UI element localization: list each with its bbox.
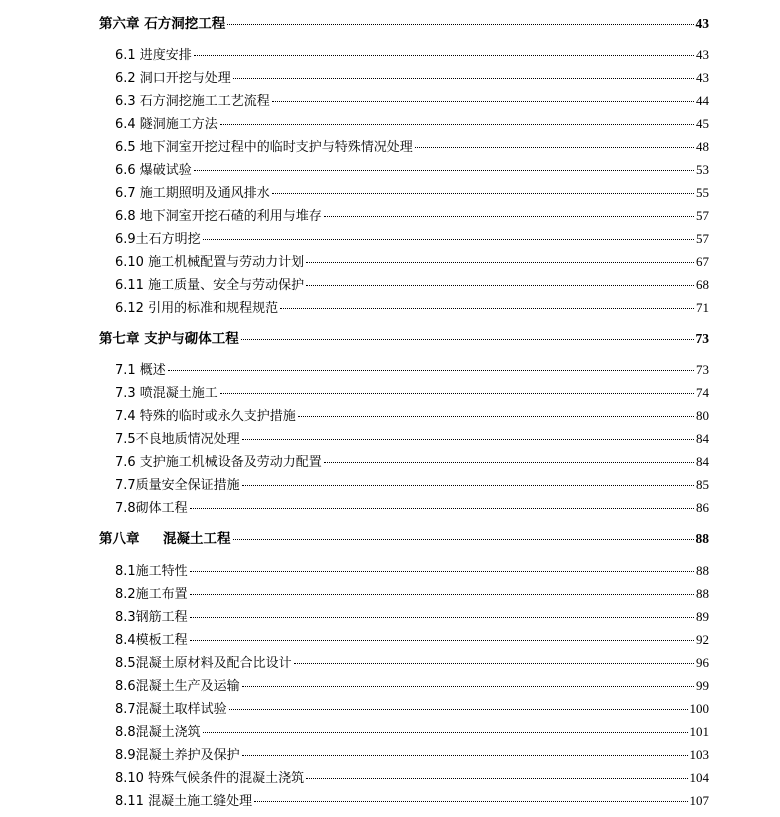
toc-label: 第六章 石方洞挖工程	[99, 16, 226, 32]
toc-label: 6.7 施工期照明及通风排水	[115, 186, 270, 201]
toc-leader	[168, 369, 694, 371]
toc-item-7-1[interactable]	[115, 359, 709, 381]
toc-item-7-4[interactable]	[115, 405, 709, 427]
toc-item-8-2[interactable]	[115, 583, 709, 605]
toc-label: 第七章 支护与砌体工程	[99, 331, 239, 347]
toc-item-8-10[interactable]	[115, 767, 709, 789]
toc-label: 8.6混凝土生产及运输	[115, 679, 240, 694]
toc-leader	[220, 392, 694, 394]
toc-page-number: 43	[696, 70, 709, 85]
toc-label: 6.5 地下洞室开挖过程中的临时支护与特殊情况处理	[115, 140, 413, 155]
toc-label: 6.3 石方洞挖施工工艺流程	[115, 94, 270, 109]
toc-label: 6.1 进度安排	[115, 48, 192, 63]
toc-leader	[190, 593, 694, 595]
toc-item-6-10[interactable]	[115, 251, 709, 273]
toc-page-number: 48	[696, 139, 709, 154]
toc-item-8-8[interactable]	[115, 721, 709, 743]
toc-item-6-8[interactable]	[115, 205, 709, 227]
toc-leader	[241, 338, 694, 340]
toc-label: 8.10 特殊气候条件的混凝土浇筑	[115, 771, 305, 786]
toc-item-8-9[interactable]	[115, 744, 709, 766]
toc-page-number: 43	[695, 16, 709, 31]
toc-page-number: 55	[696, 185, 709, 200]
toc-page-number: 100	[689, 701, 709, 716]
toc-leader	[280, 307, 694, 309]
toc-label: 6.11 施工质量、安全与劳动保护	[115, 278, 305, 293]
toc-item-6-2[interactable]	[115, 67, 709, 89]
toc-leader	[306, 261, 694, 263]
toc-page-number: 89	[696, 609, 709, 624]
toc-leader	[190, 507, 694, 509]
toc-item-6-7[interactable]	[115, 182, 709, 204]
toc-item-8-6[interactable]	[115, 675, 709, 697]
toc-page-number: 43	[696, 47, 709, 62]
toc-leader	[233, 77, 694, 79]
toc-item-6-12[interactable]	[115, 297, 709, 319]
toc-leader	[294, 662, 694, 664]
toc-leader	[306, 284, 694, 286]
toc-leader	[415, 146, 694, 148]
toc-leader	[324, 215, 694, 217]
toc-page-number: 57	[696, 231, 709, 246]
toc-item-6-9[interactable]	[115, 228, 709, 250]
toc-label: 6.4 隧洞施工方法	[115, 117, 218, 132]
toc-page-number: 88	[696, 586, 709, 601]
toc-label: 7.1 概述	[115, 363, 166, 378]
toc-leader	[203, 731, 688, 733]
toc-label: 7.3 喷混凝土施工	[115, 386, 218, 401]
toc-page-number: 88	[696, 563, 709, 578]
toc-page-number: 92	[696, 632, 709, 647]
toc-label: 8.5混凝土原材料及配合比设计	[115, 656, 292, 671]
toc-label: 6.2 洞口开挖与处理	[115, 71, 231, 86]
toc-item-6-11[interactable]	[115, 274, 709, 296]
toc-page-number: 104	[689, 770, 709, 785]
toc-leader	[190, 616, 694, 618]
toc-label: 8.8混凝土浇筑	[115, 725, 201, 740]
toc-page-number: 68	[696, 277, 709, 292]
toc-item-7-8[interactable]	[115, 497, 709, 519]
toc-label: 第八章 混凝土工程	[99, 531, 231, 547]
toc-page-number: 103	[689, 747, 709, 762]
toc-item-6-4[interactable]	[115, 113, 709, 135]
toc-chapter-7[interactable]	[99, 328, 709, 350]
toc-label: 7.4 特殊的临时或永久支护措施	[115, 409, 296, 424]
toc-page-number: 88	[695, 531, 709, 546]
toc-page-number: 99	[696, 678, 709, 693]
toc-page-number: 86	[696, 500, 709, 515]
toc-item-8-7[interactable]	[115, 698, 709, 720]
toc-item-6-6[interactable]	[115, 159, 709, 181]
toc-page-number: 84	[696, 431, 709, 446]
toc-leader	[229, 708, 688, 710]
toc-label: 8.3钢筋工程	[115, 610, 188, 625]
toc-page-number: 85	[696, 477, 709, 492]
toc-leader	[194, 54, 694, 56]
toc-item-6-5[interactable]	[115, 136, 709, 158]
toc-label: 7.5不良地质情况处理	[115, 432, 240, 447]
toc-page-number: 101	[689, 724, 709, 739]
toc-label: 6.12 引用的标准和规程规范	[115, 301, 279, 316]
toc-leader	[194, 169, 694, 171]
toc-label: 8.9混凝土养护及保护	[115, 748, 240, 763]
toc-item-7-5[interactable]	[115, 428, 709, 450]
toc-item-8-1[interactable]	[115, 560, 709, 582]
toc-page-number: 53	[696, 162, 709, 177]
toc-label: 6.9土石方明挖	[115, 232, 201, 247]
toc-item-6-1[interactable]	[115, 44, 709, 66]
toc-leader	[272, 192, 694, 194]
toc-label: 8.1施工特性	[115, 564, 188, 579]
toc-item-7-6[interactable]	[115, 451, 709, 473]
toc-page-number: 96	[696, 655, 709, 670]
toc-label: 7.8砌体工程	[115, 501, 188, 516]
toc-leader	[272, 100, 694, 102]
toc-leader	[242, 438, 694, 440]
toc-chapter-8[interactable]	[99, 528, 709, 550]
toc-label: 8.2施工布置	[115, 587, 188, 602]
toc-page-number: 73	[696, 362, 709, 377]
toc-item-8-11[interactable]	[115, 790, 709, 812]
toc-label: 6.6 爆破试验	[115, 163, 192, 178]
toc-label: 7.7质量安全保证措施	[115, 478, 240, 493]
toc-page-number: 84	[696, 454, 709, 469]
toc-leader	[190, 570, 694, 572]
toc-leader	[203, 238, 694, 240]
toc-leader	[190, 639, 694, 641]
toc-leader	[220, 123, 694, 125]
toc-item-7-3[interactable]	[115, 382, 709, 404]
toc-item-7-7[interactable]	[115, 474, 709, 496]
toc-leader	[233, 538, 694, 540]
toc-page-number: 73	[695, 331, 709, 346]
toc-leader	[324, 461, 694, 463]
toc-page-number: 74	[696, 385, 709, 400]
toc-page-number: 71	[696, 300, 709, 315]
toc-leader	[306, 777, 687, 779]
toc-leader	[254, 800, 687, 802]
toc-leader	[242, 685, 694, 687]
toc-item-8-4[interactable]	[115, 629, 709, 651]
toc-label: 8.7混凝土取样试验	[115, 702, 227, 717]
toc-page-number: 57	[696, 208, 709, 223]
toc-item-8-3[interactable]	[115, 606, 709, 628]
toc-label: 6.10 施工机械配置与劳动力计划	[115, 255, 305, 270]
toc-page-number: 80	[696, 408, 709, 423]
toc-label: 8.11 混凝土施工缝处理	[115, 794, 253, 809]
toc-label: 6.8 地下洞室开挖石碴的利用与堆存	[115, 209, 322, 224]
toc-page-number: 44	[696, 93, 709, 108]
toc-page-number: 107	[689, 793, 709, 808]
toc-label: 8.4模板工程	[115, 633, 188, 648]
toc-item-8-5[interactable]	[115, 652, 709, 674]
toc-leader	[242, 484, 694, 486]
toc-chapter-6[interactable]	[99, 13, 709, 35]
toc-page-number: 67	[696, 254, 709, 269]
toc-leader	[242, 754, 688, 756]
toc-item-6-3[interactable]	[115, 90, 709, 112]
toc-page-number: 45	[696, 116, 709, 131]
toc-leader	[298, 415, 694, 417]
toc-leader	[227, 23, 693, 25]
toc-label: 7.6 支护施工机械设备及劳动力配置	[115, 455, 322, 470]
